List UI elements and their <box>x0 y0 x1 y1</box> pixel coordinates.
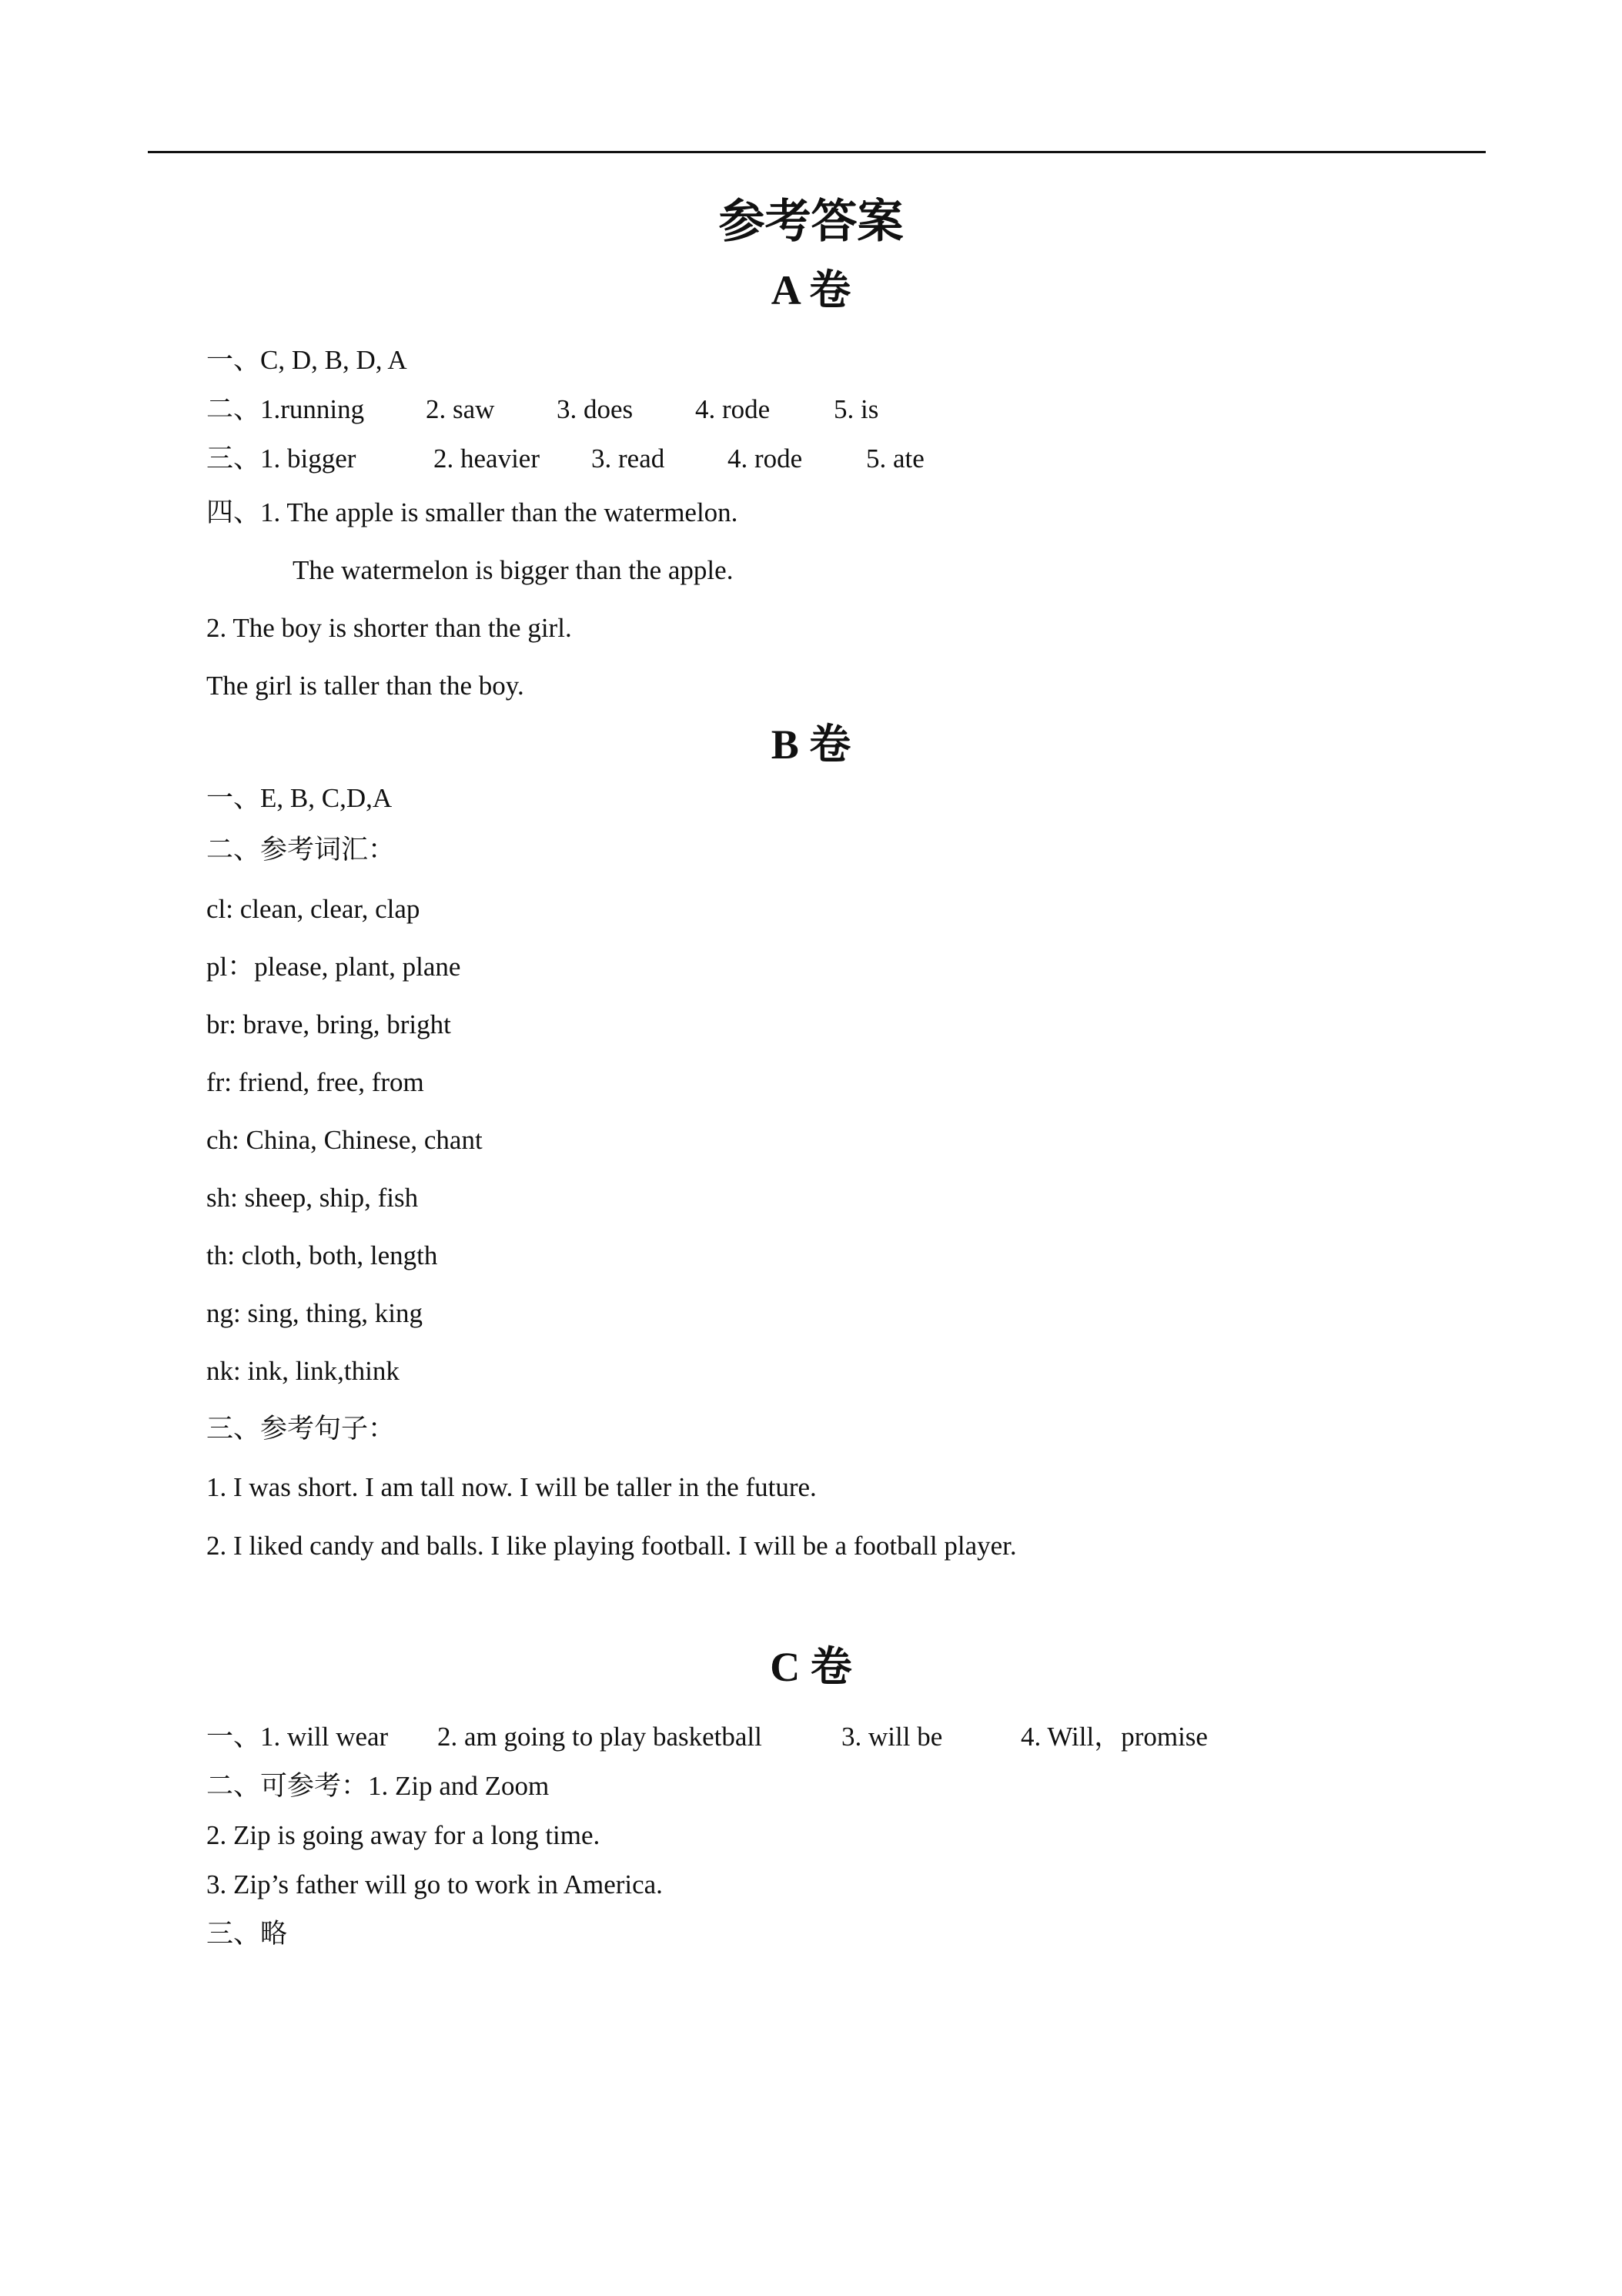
c-q2-heading: 二、可参考：1. Zip and Zoom <box>206 1771 550 1801</box>
b-word-line: br: brave, bring, bright <box>206 1009 451 1039</box>
a-q2-item: 5. is <box>834 394 879 424</box>
b-word-line: nk: ink, link,think <box>206 1356 400 1386</box>
b-q3-sentence: 1. I was short. I am tall now. I will be taller in the future. <box>206 1472 817 1502</box>
a-q3-item: 5. ate <box>866 443 925 474</box>
a-q4-line4: The girl is taller than the boy. <box>206 671 524 701</box>
a-q3 <box>206 440 925 477</box>
header-rule <box>148 151 1486 153</box>
c-q1-marker: 一、 <box>206 1722 261 1752</box>
b-word-line: sh: sheep, ship, fish <box>206 1183 419 1213</box>
a-q3-item: 3. read <box>591 443 665 474</box>
a-q2-item: 4. rode <box>695 394 771 424</box>
section-a-title: A 卷 <box>771 267 851 313</box>
b-word-line: cl: clean, clear, clap <box>206 894 420 924</box>
c-q1-item: 3. will be <box>841 1722 943 1752</box>
c-q3: 三、略 <box>206 1919 288 1949</box>
a-q2-item: 1.running <box>260 394 365 424</box>
section-c-title: C 卷 <box>770 1644 852 1690</box>
a-q4-text: 1. The apple is smaller than the watermelon. <box>260 497 738 527</box>
a-q4-line2: The watermelon is bigger than the apple. <box>293 555 734 585</box>
a-q1-answer: C, D, B, D, A <box>260 345 407 375</box>
a-q4-line1 <box>206 494 737 531</box>
a-q3-item: 4. rode <box>727 443 803 474</box>
b-word-line: fr: friend, free, from <box>206 1067 424 1097</box>
b-q1 <box>206 780 392 817</box>
a-q1-marker: 一、 <box>206 345 261 375</box>
a-q2-item: 3. does <box>557 394 634 424</box>
b-q2-heading: 二、参考词汇： <box>206 835 396 865</box>
a-q3-item: 2. heavier <box>433 443 540 474</box>
a-q3-marker: 三、 <box>206 443 261 474</box>
a-q2-item: 2. saw <box>426 394 495 424</box>
b-q3-heading: 三、参考句子： <box>206 1414 396 1444</box>
page-title: 参考答案 <box>718 196 904 247</box>
a-q3-item: 1. bigger <box>260 443 356 474</box>
section-b-title: B 卷 <box>771 721 851 768</box>
c-q2-line3: 3. Zip’s father will go to work in America. <box>206 1869 663 1899</box>
a-q1 <box>206 342 407 379</box>
a-q2-marker: 二、 <box>206 394 261 424</box>
b-q1-answer: E, B, C,D,A <box>260 783 393 813</box>
c-q1-item: 4. Will，promise <box>1021 1722 1208 1752</box>
b-q3-sentence: 2. I liked candy and balls. I like playing football. I will be a football player. <box>206 1531 1017 1561</box>
a-q2 <box>206 391 878 428</box>
c-q1 <box>206 1719 1208 1755</box>
c-q1-item: 1. will wear <box>260 1722 389 1752</box>
b-word-line: pl：please, plant, plane <box>206 952 461 982</box>
b-word-line: ch: China, Chinese, chant <box>206 1125 483 1155</box>
b-word-line: ng: sing, thing, king <box>206 1298 423 1328</box>
b-q1-marker: 一、 <box>206 783 261 813</box>
a-q4-marker: 四、 <box>206 497 261 527</box>
c-q1-item: 2. am going to play basketball <box>437 1722 762 1752</box>
c-q2-line2: 2. Zip is going away for a long time. <box>206 1820 600 1850</box>
b-word-line: th: cloth, both, length <box>206 1240 438 1270</box>
a-q4-line3: 2. The boy is shorter than the girl. <box>206 613 572 643</box>
